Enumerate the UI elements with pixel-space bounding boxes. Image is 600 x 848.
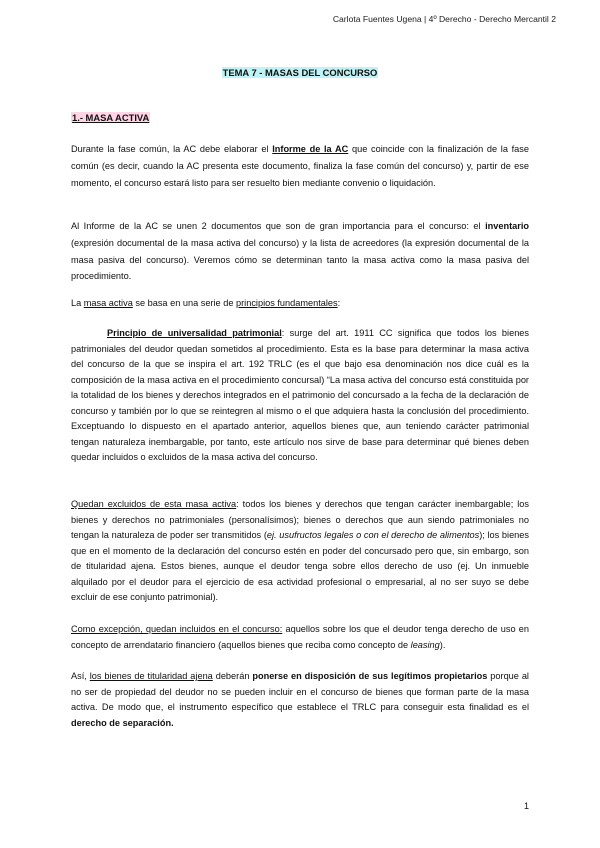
text-run-bold: Principio de universalidad patrimonial	[107, 328, 282, 338]
section-heading	[71, 112, 150, 123]
text-run: (expresión documental de la masa activa del concurso) y la lista de acreedores (la expresión documental de la masa pasiva del concurso). Veremos cómo se determinan tanto la masa activa como la masa pasiva del procedimiento.	[71, 237, 529, 282]
text-run-italic: ej. usufructos legales o con el derecho de alimentos	[266, 530, 480, 540]
text-run: que coincide con la finalización de la fase común (es decir, cuando la AC presenta este documento, finaliza la fase común del concurso) y, partir de ese momento, el concurso estará listo para ser resuelto bien mediante convenio o liquidación.	[71, 144, 529, 188]
paragraph-informe-ac	[71, 141, 529, 191]
text-run: porque al no ser de propiedad del deudor no se pueden incluir en el concurso de bienes que forman parte de la masa activa. De modo que, el instrumento específico que establece el TRLC para conseguir esta finalidad es el	[71, 671, 529, 712]
text-run-underlined: principios fundamentales	[236, 298, 338, 308]
text-run: ).	[439, 639, 446, 650]
text-run: deberán	[212, 671, 253, 681]
text-run: : surge del art. 1911 CC significa que todos los bienes patrimoniales del deudor quedan sometidos al procedimiento. Esta es la base para determinar la masa activa del concurso de la que se inspira el art. 192 TRLC (es el que bajo esa denominación nos dice cuál es la composición de la masa activa en el procedimiento concursal) “La masa activa del concurso está constituida por la totalidad de los bienes y derechos integrados en el patrimonio del concursado a la fecha de la declaración de concurso y también por lo que se reintegren al mismo o el que adquiera hasta la conclusión del procedimiento. Exceptuando lo dispuesto en el apartado anterior, aquellos bienes que, aun teniendo carácter patrimonial tengan naturaleza inembargable, por tanto, este artículo nos sirve de base para determinar qué bienes deben quedar incluidos o excluidos de la masa activa del concurso.	[71, 328, 530, 462]
paragraph-universalidad	[71, 326, 529, 466]
text-run: Al Informe de la AC se unen 2 documentos que son de gran importancia para el concurso: el	[71, 221, 486, 231]
page-number: 1	[523, 801, 529, 811]
paragraph-excepcion	[71, 622, 529, 653]
text-run: Durante la fase común, la AC debe elaborar el	[71, 144, 273, 154]
paragraph-documentos	[71, 218, 529, 285]
text-run: Así,	[71, 671, 90, 681]
text-run: aquellos sobre los que el deudor tenga derecho de uso en concepto de arrendatario financiero (aquellos bienes que reciba como concepto de	[71, 624, 529, 650]
paragraph-principios	[71, 295, 529, 312]
page-header: Carlota Fuentes Ugena | 4º Derecho - Derecho Mercantil 2	[332, 14, 556, 24]
paragraph-titularidad-ajena	[71, 669, 529, 731]
text-run-underlined: Quedan excluidos de esta masa activa	[71, 499, 237, 509]
document-title-text: TEMA 7 - MASAS DEL CONCURSO	[222, 67, 378, 78]
text-run: : todos los bienes y derechos que tengan carácter inembargable; los bienes y derechos no patrimoniales (personalísimos); bienes o derechos que aun siendo patrimoniales no tengan la naturaleza de poder ser transmitidos (	[71, 499, 529, 540]
text-run: se basa en una serie de	[132, 298, 236, 308]
text-run-italic: leasing	[410, 639, 440, 650]
document-title	[0, 67, 600, 78]
text-run: :	[337, 298, 341, 308]
text-run-bold: inventario	[485, 221, 529, 231]
text-run-bold: ponerse en disposición de sus legítimos propietarios	[252, 671, 488, 681]
text-run: La	[71, 298, 84, 308]
text-run-underlined: Como excepción, quedan incluidos en el concurso:	[71, 624, 283, 634]
text-run-underlined: masa activa	[83, 298, 133, 308]
text-run-bold: Informe de la AC	[272, 144, 349, 154]
paragraph-excluidos	[71, 497, 529, 606]
section-heading-text: 1.- MASA ACTIVA	[72, 112, 150, 123]
text-run-underlined: los bienes de titularidad ajena	[89, 671, 213, 681]
text-run: ); los bienes que en el momento de la declaración del concurso estén en poder del concursado pero que, sin embargo, son de titularidad ajena. Estos bienes, aunque el deudor tenga sobre ellos derecho de uso (ej. Un inmueble alquilado por el deudor para el ejercicio de esa actividad profesional o empresarial, al no ser suyo se debe excluir de ese conjunto patrimonial).	[71, 530, 529, 602]
text-run-bold: derecho de separación.	[71, 717, 174, 728]
